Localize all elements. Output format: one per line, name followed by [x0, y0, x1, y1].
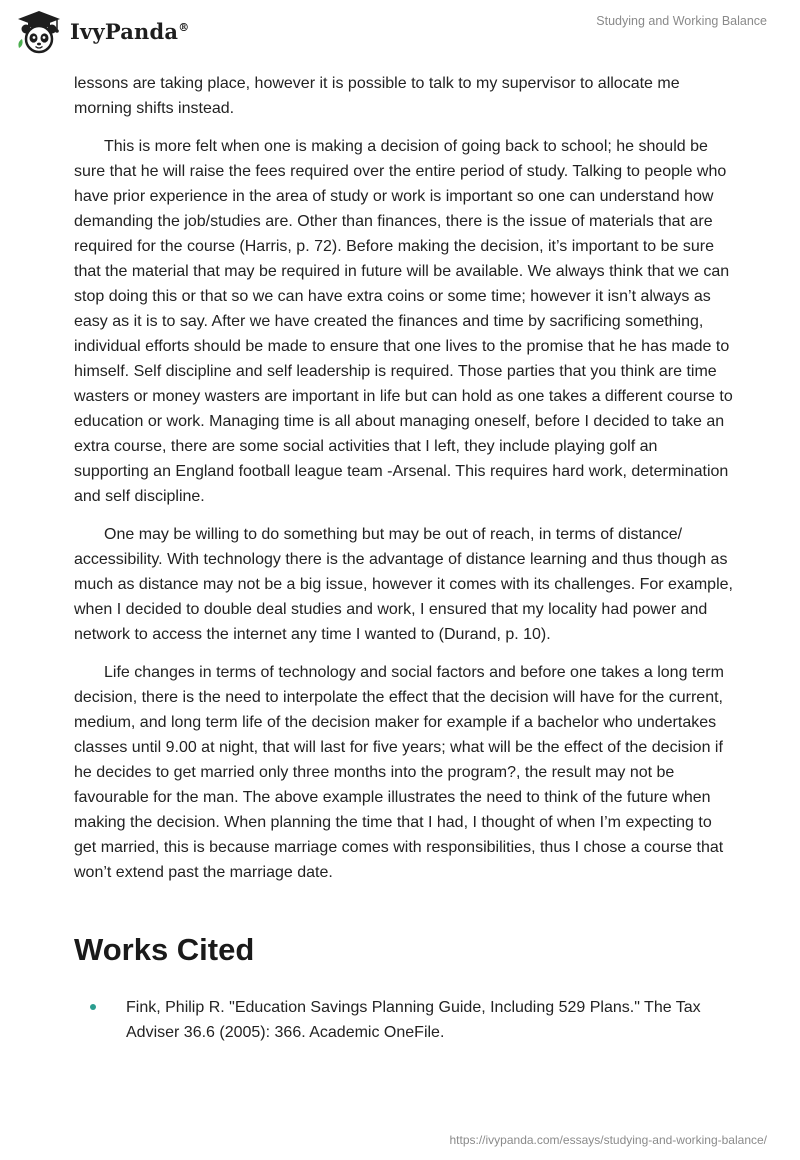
citation-item [74, 995, 734, 1045]
citation-text: Fink, Philip R. "Education Savings Planning Guide, Including 529 Plans." The Tax Adviser 36.6 (2005): 366. Academic OneFile. [126, 999, 701, 1041]
source-url[interactable]: https://ivypanda.com/essays/studying-and-working-balance/ [449, 1133, 767, 1147]
paragraph: lessons are taking place, however it is possible to talk to my supervisor to allocate me morning shifts instead. [74, 75, 680, 117]
paragraph: One may be willing to do something but may be out of reach, in terms of distance/ accessibility. With technology there is the advantage of distance learning and thus though as much as distance may not be a big issue, however it comes with its challenges. For example, when I decided to double deal studies and work, I ensured that my locality had power and network to access the internet any time I wanted to (Durand, p. 10). [74, 526, 733, 643]
essay-body [74, 71, 734, 898]
bullet-icon [90, 1004, 96, 1010]
works-cited-list [74, 995, 734, 1045]
panda-graduate-icon [14, 8, 64, 54]
paragraph: Life changes in terms of technology and social factors and before one takes a long term decision, there is the need to interpolate the effect that the decision will have for the current, medium, and long term life of the decision maker for example if a bachelor who undertakes classes until 9.00 at night, that will last for five years; what will be the effect of the decision if he decides to get married only three months into the program?, the result may not be favourable for the man. The above example illustrates the need to think of the future when making the decision. When planning the time that I had, I thought of when I’m expecting to get married, this is because marriage comes with responsibilities, thus I chose a course that won’t extend past the marriage date. [74, 664, 724, 881]
page-header [0, 0, 800, 70]
brand-logo[interactable] [14, 8, 189, 54]
works-cited-heading: Works Cited [74, 932, 255, 967]
brand-name: IvyPanda® [70, 18, 190, 44]
paragraph: This is more felt when one is making a decision of going back to school; he should be sure that he will raise the fees required over the entire period of study. Talking to people who have prior experience in the area of study or work is important so one can understand how demanding the job/studies are. Other than finances, there is the issue of materials that are required for the course (Harris, p. 72). Before making the decision, it’s important to be sure that the material that may be required in future will be available. We always think that we can stop doing this or that so we can have extra coins or some time; however it isn’t always as easy as it is to say. After we have created the finances and time by sacrificing something, individual efforts should be made to ensure that one lives to the promise that he has made to himself. Self discipline and self leadership is required. Those parties that you think are time wasters or money wasters are important in life but can hold as one takes a different course to education or work. Managing time is all about managing oneself, before I decided to take an extra course, there are some social activities that I left, they include playing golf an supporting an England football league team -Arsenal. This requires hard work, determination and self discipline. [74, 138, 733, 505]
document-title: Studying and Working Balance [596, 14, 767, 28]
